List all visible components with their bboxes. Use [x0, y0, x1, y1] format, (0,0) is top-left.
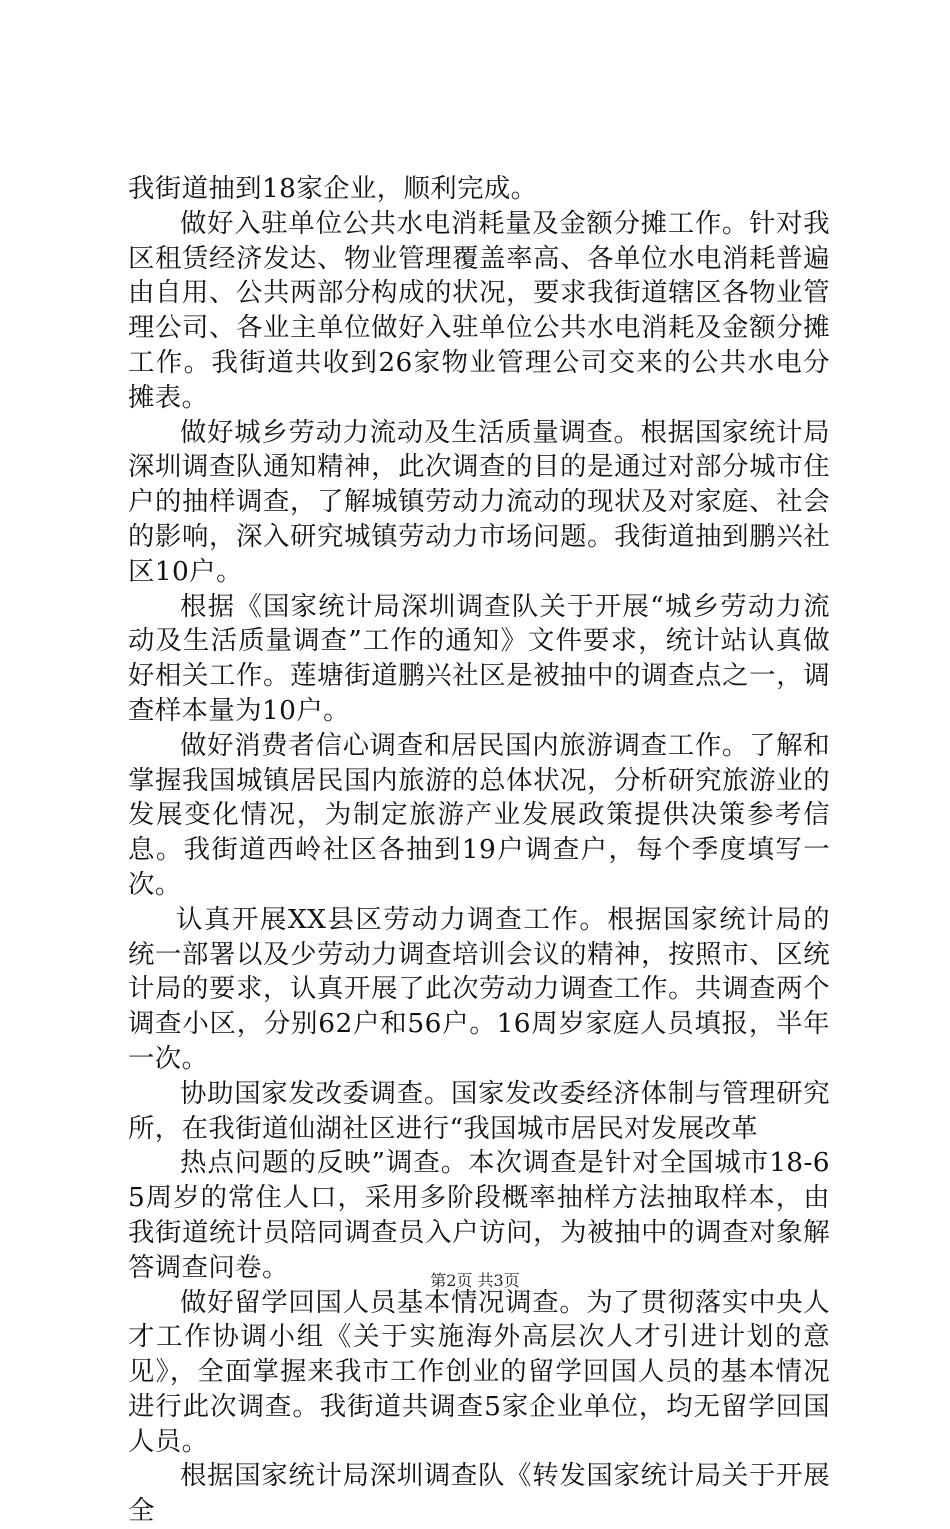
paragraph-ndrc-survey: 协助国家发改委调查。国家发改委经济体制与管理研究所，在我街道仙湖社区进行“我国城市居民对发展改革 — [128, 1077, 830, 1144]
paragraph-consumer-tourism-survey: 做好消费者信心调查和居民国内旅游调查工作。了解和掌握我国城镇居民国内旅游的总体状况，分析研究旅游业的发展变化情况，为制定旅游产业发展政策提供决策参考信息。我街道西岭社区各抽到19户调查户，每个季度填写一次。 — [128, 729, 830, 900]
paragraph-returnee-survey: 做好留学回国人员基本情况调查。为了贯彻落实中央人才工作协调小组《关于实施海外高层次人才引进计划的意见》，全面掌握来我市工作创业的留学回国人员的基本情况进行此次调查。我街道共调查5家企业单位，均无留学回国人员。 — [128, 1286, 830, 1457]
paragraph-survey-notice: 根据《国家统计局深圳调查队关于开展“城乡劳动力流动及生活质量调查”工作的通知》文件要求，统计站认真做好相关工作。莲塘街道鹏兴社区是被抽中的调查点之一，调查样本量为10户。 — [128, 590, 830, 726]
paragraph-forwarded-notice: 根据国家统计局深圳调查队《转发国家统计局关于开展全 — [128, 1460, 830, 1527]
paragraph-labor-force-survey: 认真开展XX县区劳动力调查工作。根据国家统计局的统一部署以及少劳动力调查培训会议的精神，按照市、区统计局的要求，认真开展了此次劳动力调查工作。共调查两个调查小区，分别62户和56户。16周岁家庭人员填报，半年一次。 — [128, 903, 830, 1074]
page-number-footer: 第2页 共3页 — [430, 1271, 520, 1290]
paragraph-labor-mobility-survey: 做好城乡劳动力流动及生活质量调查。根据国家统计局深圳调查队通知精神，此次调查的目的是通过对部分城市住户的抽样调查，了解城镇劳动力流动的现状及对家庭、社会的影响，深入研究城镇劳动力市场问题。我街道抽到鹏兴社区10户。 — [128, 416, 830, 587]
paragraph-utility-cost-sharing: 做好入驻单位公共水电消耗量及金额分摊工作。针对我区租赁经济发达、物业管理覆盖率高、各单位水电消耗普遍由自用、公共两部分构成的状况，要求我街道辖区各物业管理公司、各业主单位做好入驻单位公共水电消耗及金额分摊工作。我街道共收到26家物业管理公司交来的公共水电分摊表。 — [128, 207, 830, 413]
paragraph-continuation: 我街道抽到18家企业，顺利完成。 — [128, 173, 538, 204]
document-body — [128, 172, 830, 1529]
paragraph-ndrc-survey-continued: 热点问题的反映”调查。本次调查是针对全国城市18-65周岁的常住人口，采用多阶段概率抽样方法抽取样本，由我街道统计员陪同调查员入户访问，为被抽中的调查对象解答调查问卷。 — [128, 1147, 830, 1283]
